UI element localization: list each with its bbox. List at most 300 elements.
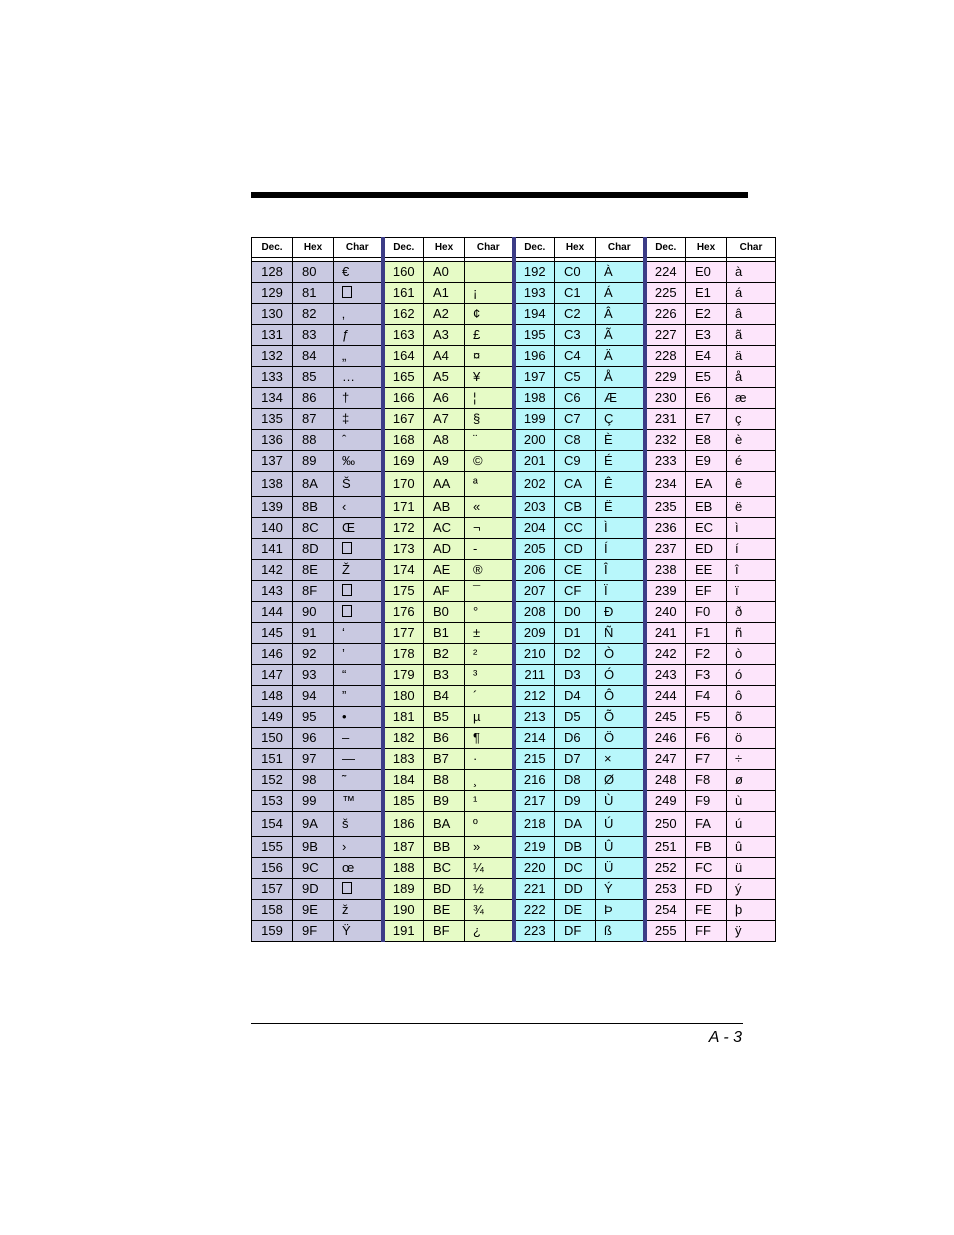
hex-cell: F5 <box>686 707 727 728</box>
char-cell: ì <box>727 518 776 539</box>
hex-cell: FD <box>686 879 727 900</box>
decimal-cell: 230 <box>645 388 686 409</box>
char-cell: « <box>465 497 514 518</box>
hex-cell: C7 <box>555 409 596 430</box>
char-cell: ú <box>727 812 776 837</box>
hex-cell: 8A <box>293 472 334 497</box>
hex-cell: DE <box>555 900 596 921</box>
decimal-cell: 162 <box>383 304 424 325</box>
hex-cell: A4 <box>424 346 465 367</box>
decimal-cell: 148 <box>252 686 293 707</box>
decimal-cell: 182 <box>383 728 424 749</box>
decimal-cell: 239 <box>645 581 686 602</box>
char-cell: Ÿ <box>334 921 383 942</box>
char-cell: ñ <box>727 623 776 644</box>
hex-cell: DB <box>555 837 596 858</box>
decimal-cell: 251 <box>645 837 686 858</box>
decimal-cell: 247 <box>645 749 686 770</box>
hex-cell: DC <box>555 858 596 879</box>
char-cell: Ô <box>596 686 645 707</box>
hex-cell: F9 <box>686 791 727 812</box>
char-cell: Ù <box>596 791 645 812</box>
decimal-cell: 242 <box>645 644 686 665</box>
char-cell: ã <box>727 325 776 346</box>
hex-cell: E9 <box>686 451 727 472</box>
decimal-cell: 131 <box>252 325 293 346</box>
char-cell: ò <box>727 644 776 665</box>
hex-cell: 90 <box>293 602 334 623</box>
decimal-cell: 152 <box>252 770 293 791</box>
char-cell <box>334 283 383 304</box>
hex-cell: B0 <box>424 602 465 623</box>
hex-cell: F8 <box>686 770 727 791</box>
char-cell: Ç <box>596 409 645 430</box>
decimal-cell: 156 <box>252 858 293 879</box>
decimal-cell: 212 <box>514 686 555 707</box>
decimal-cell: 205 <box>514 539 555 560</box>
char-cell: Â <box>596 304 645 325</box>
table-row <box>252 644 776 665</box>
char-cell: Ë <box>596 497 645 518</box>
decimal-cell: 186 <box>383 812 424 837</box>
char-cell: ¥ <box>465 367 514 388</box>
decimal-cell: 187 <box>383 837 424 858</box>
hex-cell: CC <box>555 518 596 539</box>
hex-cell: 9E <box>293 900 334 921</box>
hex-cell: 80 <box>293 262 334 283</box>
decimal-cell: 181 <box>383 707 424 728</box>
hex-cell: CA <box>555 472 596 497</box>
char-cell: È <box>596 430 645 451</box>
hex-cell: E2 <box>686 304 727 325</box>
char-cell: ¿ <box>465 921 514 942</box>
table-row <box>252 409 776 430</box>
table-row <box>252 728 776 749</box>
table-row <box>252 560 776 581</box>
decimal-cell: 177 <box>383 623 424 644</box>
char-cell: ô <box>727 686 776 707</box>
char-cell <box>334 539 383 560</box>
undefined-char-box-icon <box>342 286 352 298</box>
hex-cell: A9 <box>424 451 465 472</box>
hex-cell: FB <box>686 837 727 858</box>
decimal-cell: 244 <box>645 686 686 707</box>
char-cell: ¢ <box>465 304 514 325</box>
decimal-cell: 168 <box>383 430 424 451</box>
hex-cell: B3 <box>424 665 465 686</box>
decimal-cell: 254 <box>645 900 686 921</box>
char-cell: à <box>727 262 776 283</box>
table-row <box>252 518 776 539</box>
char-cell: ‚ <box>334 304 383 325</box>
decimal-cell: 203 <box>514 497 555 518</box>
decimal-cell: 178 <box>383 644 424 665</box>
char-cell: ù <box>727 791 776 812</box>
hex-cell: 82 <box>293 304 334 325</box>
hex-cell: B4 <box>424 686 465 707</box>
char-cell: Æ <box>596 388 645 409</box>
char-cell: ü <box>727 858 776 879</box>
hex-cell: A5 <box>424 367 465 388</box>
hex-cell: F3 <box>686 665 727 686</box>
char-cell: ç <box>727 409 776 430</box>
hex-cell: D8 <box>555 770 596 791</box>
table-row <box>252 497 776 518</box>
decimal-cell: 154 <box>252 812 293 837</box>
char-cell: Ö <box>596 728 645 749</box>
table-row <box>252 749 776 770</box>
table-row <box>252 858 776 879</box>
decimal-cell: 237 <box>645 539 686 560</box>
decimal-cell: 135 <box>252 409 293 430</box>
column-header: Hex <box>293 238 334 258</box>
hex-cell: AC <box>424 518 465 539</box>
table-row <box>252 879 776 900</box>
extended-ascii-table <box>251 237 776 942</box>
hex-cell: B7 <box>424 749 465 770</box>
char-cell: Ï <box>596 581 645 602</box>
char-cell: ¬ <box>465 518 514 539</box>
decimal-cell: 245 <box>645 707 686 728</box>
decimal-cell: 165 <box>383 367 424 388</box>
char-cell: ± <box>465 623 514 644</box>
hex-cell: AE <box>424 560 465 581</box>
char-cell: ¸ <box>465 770 514 791</box>
hex-cell: C0 <box>555 262 596 283</box>
hex-cell: D0 <box>555 602 596 623</box>
char-cell: † <box>334 388 383 409</box>
decimal-cell: 145 <box>252 623 293 644</box>
column-header: Hex <box>424 238 465 258</box>
table-row <box>252 770 776 791</box>
hex-cell: EB <box>686 497 727 518</box>
char-cell: Ì <box>596 518 645 539</box>
char-cell: ‹ <box>334 497 383 518</box>
decimal-cell: 170 <box>383 472 424 497</box>
hex-cell: 9A <box>293 812 334 837</box>
hex-cell: E5 <box>686 367 727 388</box>
hex-cell: EF <box>686 581 727 602</box>
char-cell: æ <box>727 388 776 409</box>
hex-cell: C8 <box>555 430 596 451</box>
hex-cell: 91 <box>293 623 334 644</box>
hex-cell: 94 <box>293 686 334 707</box>
hex-cell: C1 <box>555 283 596 304</box>
char-cell: Š <box>334 472 383 497</box>
hex-cell: 93 <box>293 665 334 686</box>
hex-cell: EE <box>686 560 727 581</box>
char-cell: û <box>727 837 776 858</box>
hex-cell: D6 <box>555 728 596 749</box>
hex-cell: 87 <box>293 409 334 430</box>
char-cell: … <box>334 367 383 388</box>
char-cell: ž <box>334 900 383 921</box>
hex-cell: DA <box>555 812 596 837</box>
decimal-cell: 231 <box>645 409 686 430</box>
decimal-cell: 249 <box>645 791 686 812</box>
char-cell: € <box>334 262 383 283</box>
char-cell: î <box>727 560 776 581</box>
hex-cell: C5 <box>555 367 596 388</box>
hex-cell: F4 <box>686 686 727 707</box>
hex-cell: A1 <box>424 283 465 304</box>
hex-cell: E0 <box>686 262 727 283</box>
hex-cell: E4 <box>686 346 727 367</box>
table-row <box>252 665 776 686</box>
char-cell: Î <box>596 560 645 581</box>
char-cell: â <box>727 304 776 325</box>
decimal-cell: 139 <box>252 497 293 518</box>
decimal-cell: 192 <box>514 262 555 283</box>
hex-cell: DD <box>555 879 596 900</box>
hex-cell: 8C <box>293 518 334 539</box>
char-cell: õ <box>727 707 776 728</box>
hex-cell: BC <box>424 858 465 879</box>
hex-cell: 9B <box>293 837 334 858</box>
hex-cell: F0 <box>686 602 727 623</box>
hex-cell: DF <box>555 921 596 942</box>
char-cell: Ý <box>596 879 645 900</box>
hex-cell: 8B <box>293 497 334 518</box>
char-cell: ÷ <box>727 749 776 770</box>
char-cell: × <box>596 749 645 770</box>
hex-cell: BA <box>424 812 465 837</box>
char-cell: - <box>465 539 514 560</box>
hex-cell: 9F <box>293 921 334 942</box>
hex-cell: E7 <box>686 409 727 430</box>
decimal-cell: 132 <box>252 346 293 367</box>
top-rule <box>251 192 748 198</box>
decimal-cell: 157 <box>252 879 293 900</box>
hex-cell: CD <box>555 539 596 560</box>
decimal-cell: 155 <box>252 837 293 858</box>
decimal-cell: 138 <box>252 472 293 497</box>
hex-cell: B5 <box>424 707 465 728</box>
decimal-cell: 185 <box>383 791 424 812</box>
char-cell: ¨ <box>465 430 514 451</box>
char-cell: ¤ <box>465 346 514 367</box>
char-cell: ‰ <box>334 451 383 472</box>
hex-cell: FE <box>686 900 727 921</box>
hex-cell: BD <box>424 879 465 900</box>
hex-cell: C4 <box>555 346 596 367</box>
hex-cell: F7 <box>686 749 727 770</box>
hex-cell: 97 <box>293 749 334 770</box>
hex-cell: ED <box>686 539 727 560</box>
table-row <box>252 346 776 367</box>
decimal-cell: 128 <box>252 262 293 283</box>
hex-cell: 99 <box>293 791 334 812</box>
decimal-cell: 167 <box>383 409 424 430</box>
decimal-cell: 184 <box>383 770 424 791</box>
hex-cell: BB <box>424 837 465 858</box>
hex-cell: D1 <box>555 623 596 644</box>
undefined-char-box-icon <box>342 584 352 596</box>
char-cell: ˜ <box>334 770 383 791</box>
decimal-cell: 189 <box>383 879 424 900</box>
table-row <box>252 812 776 837</box>
table-header-row <box>252 238 776 258</box>
decimal-cell: 229 <box>645 367 686 388</box>
char-cell: ³ <box>465 665 514 686</box>
char-cell: á <box>727 283 776 304</box>
table-row <box>252 921 776 942</box>
hex-cell: 95 <box>293 707 334 728</box>
char-cell: Á <box>596 283 645 304</box>
undefined-char-box-icon <box>342 882 352 894</box>
decimal-cell: 241 <box>645 623 686 644</box>
hex-cell: CB <box>555 497 596 518</box>
table-row <box>252 581 776 602</box>
table-row <box>252 304 776 325</box>
char-cell: ˆ <box>334 430 383 451</box>
char-cell: Ò <box>596 644 645 665</box>
hex-cell: FF <box>686 921 727 942</box>
decimal-cell: 195 <box>514 325 555 346</box>
char-cell: ” <box>334 686 383 707</box>
undefined-char-box-icon <box>342 542 352 554</box>
table-row <box>252 602 776 623</box>
table-row <box>252 707 776 728</box>
decimal-cell: 175 <box>383 581 424 602</box>
hex-cell: 81 <box>293 283 334 304</box>
hex-cell: D7 <box>555 749 596 770</box>
char-cell: Œ <box>334 518 383 539</box>
decimal-cell: 142 <box>252 560 293 581</box>
hex-cell: A7 <box>424 409 465 430</box>
hex-cell: EC <box>686 518 727 539</box>
char-cell: è <box>727 430 776 451</box>
hex-cell: CE <box>555 560 596 581</box>
hex-cell: 84 <box>293 346 334 367</box>
hex-cell: 96 <box>293 728 334 749</box>
char-cell: Ž <box>334 560 383 581</box>
char-cell: ä <box>727 346 776 367</box>
char-cell: Õ <box>596 707 645 728</box>
decimal-cell: 176 <box>383 602 424 623</box>
decimal-cell: 164 <box>383 346 424 367</box>
hex-cell: AF <box>424 581 465 602</box>
table-row <box>252 367 776 388</box>
hex-cell: 86 <box>293 388 334 409</box>
hex-cell: AD <box>424 539 465 560</box>
table-row <box>252 430 776 451</box>
decimal-cell: 216 <box>514 770 555 791</box>
char-cell: Þ <box>596 900 645 921</box>
char-cell: Í <box>596 539 645 560</box>
hex-cell: BE <box>424 900 465 921</box>
char-cell: Ê <box>596 472 645 497</box>
hex-cell: B1 <box>424 623 465 644</box>
char-cell: Ñ <box>596 623 645 644</box>
char-cell: Ø <box>596 770 645 791</box>
char-cell: ° <box>465 602 514 623</box>
hex-cell: E6 <box>686 388 727 409</box>
hex-cell: AA <box>424 472 465 497</box>
hex-cell: D3 <box>555 665 596 686</box>
decimal-cell: 141 <box>252 539 293 560</box>
char-cell: å <box>727 367 776 388</box>
hex-cell: 85 <box>293 367 334 388</box>
column-header: Dec. <box>645 238 686 258</box>
decimal-cell: 238 <box>645 560 686 581</box>
char-cell: ™ <box>334 791 383 812</box>
decimal-cell: 220 <box>514 858 555 879</box>
hex-cell: FC <box>686 858 727 879</box>
hex-cell: A8 <box>424 430 465 451</box>
column-header: Hex <box>686 238 727 258</box>
char-cell: ´ <box>465 686 514 707</box>
char-cell: · <box>465 749 514 770</box>
decimal-cell: 160 <box>383 262 424 283</box>
decimal-cell: 218 <box>514 812 555 837</box>
decimal-cell: 206 <box>514 560 555 581</box>
decimal-cell: 250 <box>645 812 686 837</box>
column-header: Char <box>727 238 776 258</box>
hex-cell: EA <box>686 472 727 497</box>
char-cell: ö <box>727 728 776 749</box>
column-header: Char <box>596 238 645 258</box>
decimal-cell: 208 <box>514 602 555 623</box>
table-row <box>252 325 776 346</box>
column-header: Dec. <box>514 238 555 258</box>
char-cell: ý <box>727 879 776 900</box>
decimal-cell: 223 <box>514 921 555 942</box>
decimal-cell: 174 <box>383 560 424 581</box>
decimal-cell: 194 <box>514 304 555 325</box>
column-header: Hex <box>555 238 596 258</box>
char-cell: À <box>596 262 645 283</box>
table-row <box>252 623 776 644</box>
decimal-cell: 253 <box>645 879 686 900</box>
hex-cell: 8E <box>293 560 334 581</box>
char-cell: — <box>334 749 383 770</box>
char-cell: Ó <box>596 665 645 686</box>
decimal-cell: 190 <box>383 900 424 921</box>
char-cell: © <box>465 451 514 472</box>
char-cell: ß <box>596 921 645 942</box>
decimal-cell: 209 <box>514 623 555 644</box>
decimal-cell: 173 <box>383 539 424 560</box>
decimal-cell: 214 <box>514 728 555 749</box>
decimal-cell: 159 <box>252 921 293 942</box>
char-cell: š <box>334 812 383 837</box>
decimal-cell: 221 <box>514 879 555 900</box>
hex-cell: F1 <box>686 623 727 644</box>
char-cell: Ú <box>596 812 645 837</box>
decimal-cell: 191 <box>383 921 424 942</box>
table-row <box>252 262 776 283</box>
char-cell: ‘ <box>334 623 383 644</box>
char-cell: ¾ <box>465 900 514 921</box>
char-cell: » <box>465 837 514 858</box>
char-cell: § <box>465 409 514 430</box>
decimal-cell: 196 <box>514 346 555 367</box>
decimal-cell: 246 <box>645 728 686 749</box>
decimal-cell: 140 <box>252 518 293 539</box>
hex-cell: E8 <box>686 430 727 451</box>
column-header: Dec. <box>252 238 293 258</box>
hex-cell: 89 <box>293 451 334 472</box>
hex-cell: F2 <box>686 644 727 665</box>
char-cell: £ <box>465 325 514 346</box>
table-row <box>252 837 776 858</box>
decimal-cell: 129 <box>252 283 293 304</box>
char-cell: ¹ <box>465 791 514 812</box>
char-cell <box>334 879 383 900</box>
hex-cell: BF <box>424 921 465 942</box>
char-cell: ÿ <box>727 921 776 942</box>
